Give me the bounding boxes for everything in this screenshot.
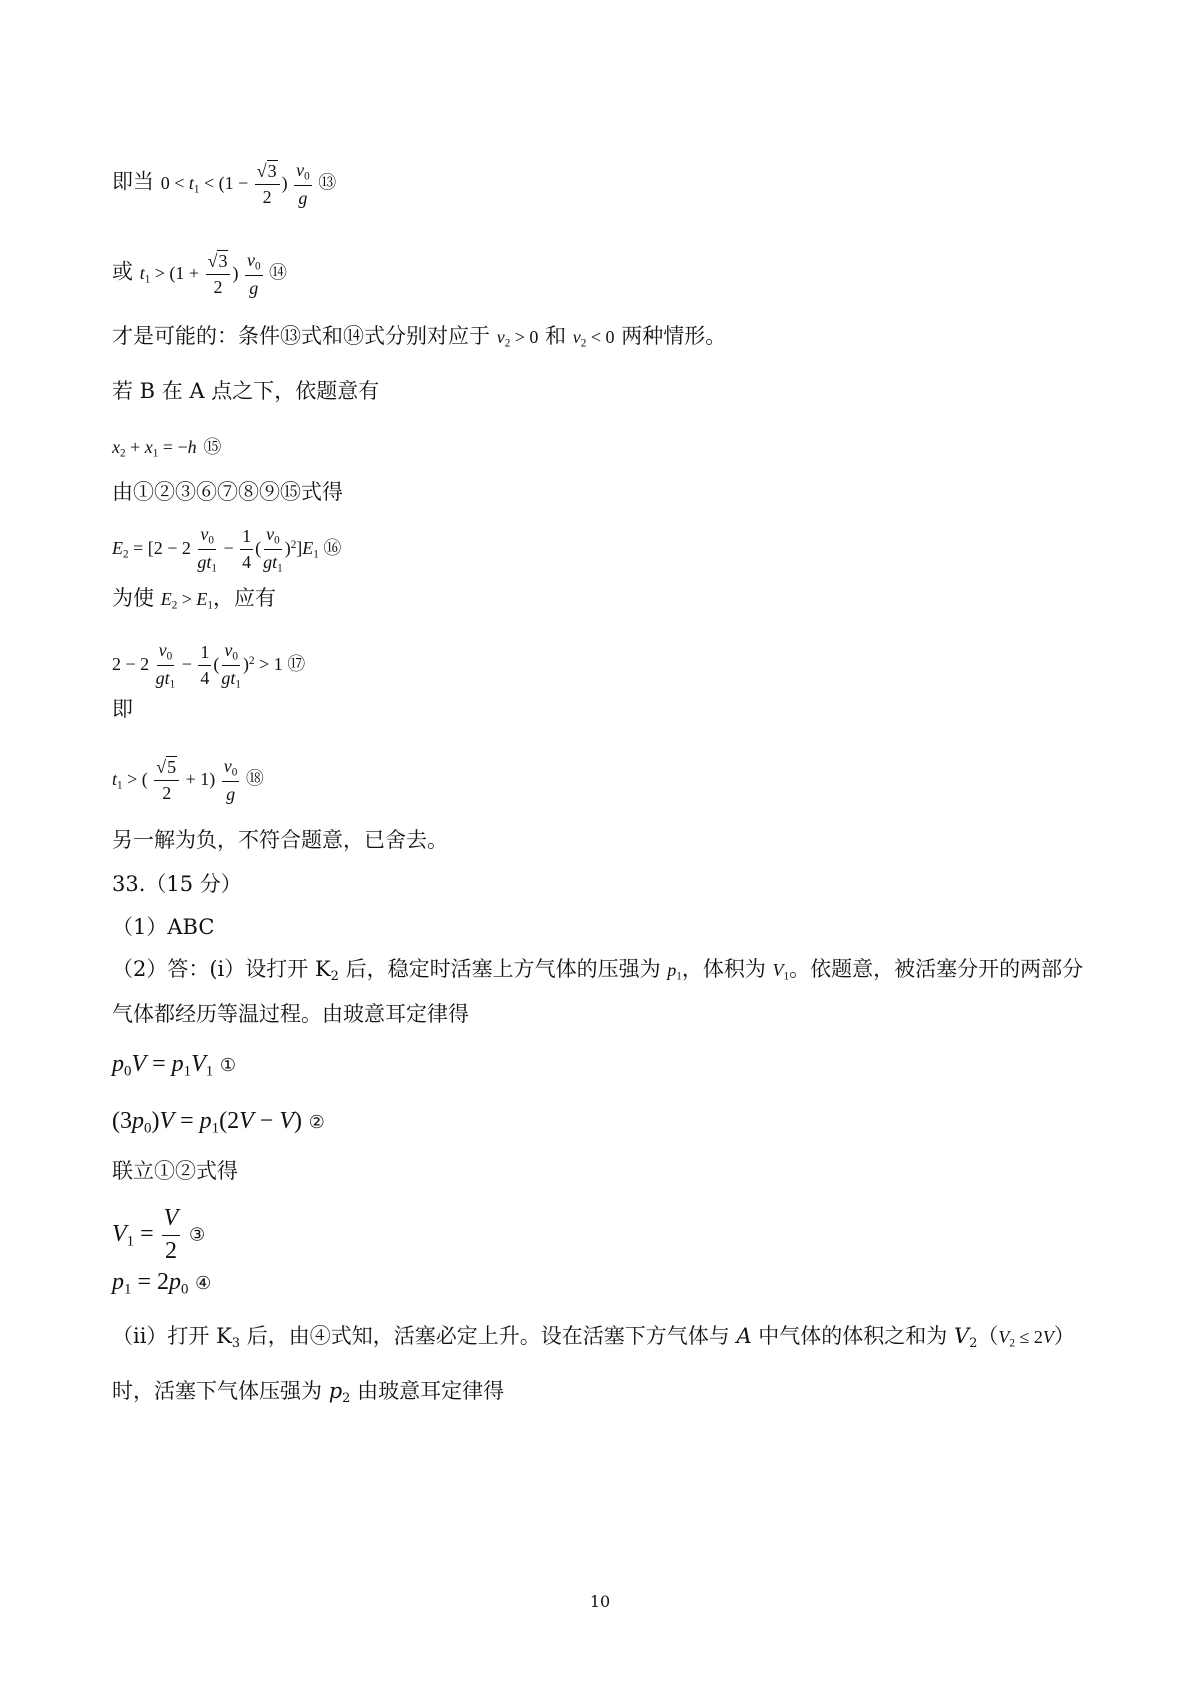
- math-expression: $0 < t_1 < (1$ − $\frac{√3}{2}$ ) $\frac{v_0}{g}$: [160, 160, 310, 209]
- eq-line-18: [112, 756, 264, 805]
- math-expression: $t_1 > (1$ + $\frac{√3}{2}$ ) $\frac{v_0}{g}$: [139, 250, 261, 299]
- eq-line-14: [112, 250, 287, 299]
- eq-line-4: [112, 1268, 211, 1303]
- text-segment: 为使: [112, 586, 154, 610]
- eq-line-15: [112, 432, 221, 467]
- math-expression: 2 − 2 $\frac{v_0}{gt_1}$ − $\frac{1}{4}$ ( $\frac{v_0}{gt_1}$ )$^2$ > 1: [112, 640, 288, 691]
- text-line-b-below-a: 若 B 在 A 点之下，依题意有: [112, 379, 380, 403]
- math-expression: $p_1 = 2p_0$: [112, 1269, 189, 1298]
- text-prefix: 即当: [112, 169, 154, 194]
- eq-line-13: [112, 160, 336, 209]
- text-line-from-equations: 由①②③⑥⑦⑧⑨⑮式得: [112, 480, 343, 504]
- equation-number: ⑰: [287, 653, 306, 675]
- eq-line-17: [112, 640, 305, 691]
- math-p1: $p_1$: [667, 960, 682, 983]
- equation-number: ⑬: [318, 172, 337, 194]
- text-segment: （2）答：(i）设打开 $K_2$ 后，稳定时活塞上方气体的压强为: [112, 957, 668, 984]
- math-v2-positive: $v_2 > 0$: [496, 327, 539, 350]
- text-line-condition-e2: [112, 584, 276, 619]
- text-segment: ）: [1053, 1324, 1075, 1348]
- text-line-isothermal: 气体都经历等温过程。由玻意耳定律得: [112, 1002, 469, 1026]
- math-v1: $V_1$: [772, 960, 790, 983]
- equation-number: ④: [195, 1273, 212, 1294]
- math-expression: $(3p_0)V = p_1(2V - V)$: [112, 1108, 302, 1137]
- text-line-other-solution: 另一解为负，不符合题意，已舍去。: [112, 828, 448, 852]
- answer-part-2-ii: [112, 1322, 1075, 1358]
- text-line-ie: 即: [112, 697, 133, 721]
- equation-number: ②: [308, 1112, 325, 1133]
- text-prefix: 或: [112, 259, 133, 284]
- page-number: 10: [589, 1592, 611, 1611]
- equation-number: ⑭: [269, 262, 288, 284]
- eq-line-16: [112, 524, 341, 575]
- text-line-combine: 联立①②式得: [112, 1159, 238, 1183]
- answer-part-1: （1）ABC: [112, 915, 215, 939]
- equation-number: ⑮: [203, 437, 222, 458]
- eq-line-2: [112, 1107, 325, 1142]
- equation-number: ③: [189, 1224, 206, 1246]
- question-heading-33: 33.（15 分）: [112, 872, 242, 896]
- text-segment: 两种情形。: [621, 324, 727, 348]
- math-expression: $V_1$ = $\frac{V}{2}$: [112, 1205, 179, 1264]
- text-segment: ，应有: [213, 586, 276, 610]
- math-expression: $x_2 + x_1 = -h$: [112, 437, 197, 460]
- text-segment: 和: [545, 324, 567, 348]
- text-segment: 才是可能的：条件⑬式和⑭式分别对应于: [112, 324, 490, 348]
- math-expression: $p_0V = p_1V_1$: [112, 1051, 214, 1080]
- eq-line-3: [112, 1205, 205, 1265]
- text-line-conditions: [112, 322, 726, 357]
- equation-number: ①: [219, 1055, 237, 1076]
- math-expression: $E_2 = [2 - 2$ $\frac{v_0}{gt_1}$ − $\frac{1}{4}$ ( $\frac{v_0}{gt_1}$ )$^2]E_1$: [112, 524, 319, 575]
- math-e2-gt-e1: $E_2 > E_1$: [160, 589, 213, 612]
- text-line-pressure-p2: [112, 1377, 504, 1413]
- eq-line-1: [112, 1050, 236, 1085]
- math-v2-le-2v: $V_2 \le 2V$: [998, 1327, 1054, 1350]
- text-segment: （ii）打开 $K_3$ 后，由④式知，活塞必定上升。设在活塞下方气体与 A 中气体的体积之和为 $V_2$（: [112, 1324, 999, 1351]
- text-segment: 时，活塞下气体压强为 $p_2$ 由玻意耳定律得: [112, 1379, 505, 1406]
- text-segment: ，体积为: [681, 957, 773, 981]
- math-v2-negative: $v_2 < 0$: [572, 327, 615, 350]
- equation-number: ⑯: [323, 537, 342, 559]
- equation-number: ⑱: [245, 768, 264, 790]
- answer-part-2-intro: [112, 955, 1083, 991]
- text-segment: 。依题意，被活塞分开的两部分: [789, 957, 1084, 981]
- math-expression: $t_1$ > ( $\frac{√5}{2}$ + 1) $\frac{v_0}{g}$: [112, 756, 238, 805]
